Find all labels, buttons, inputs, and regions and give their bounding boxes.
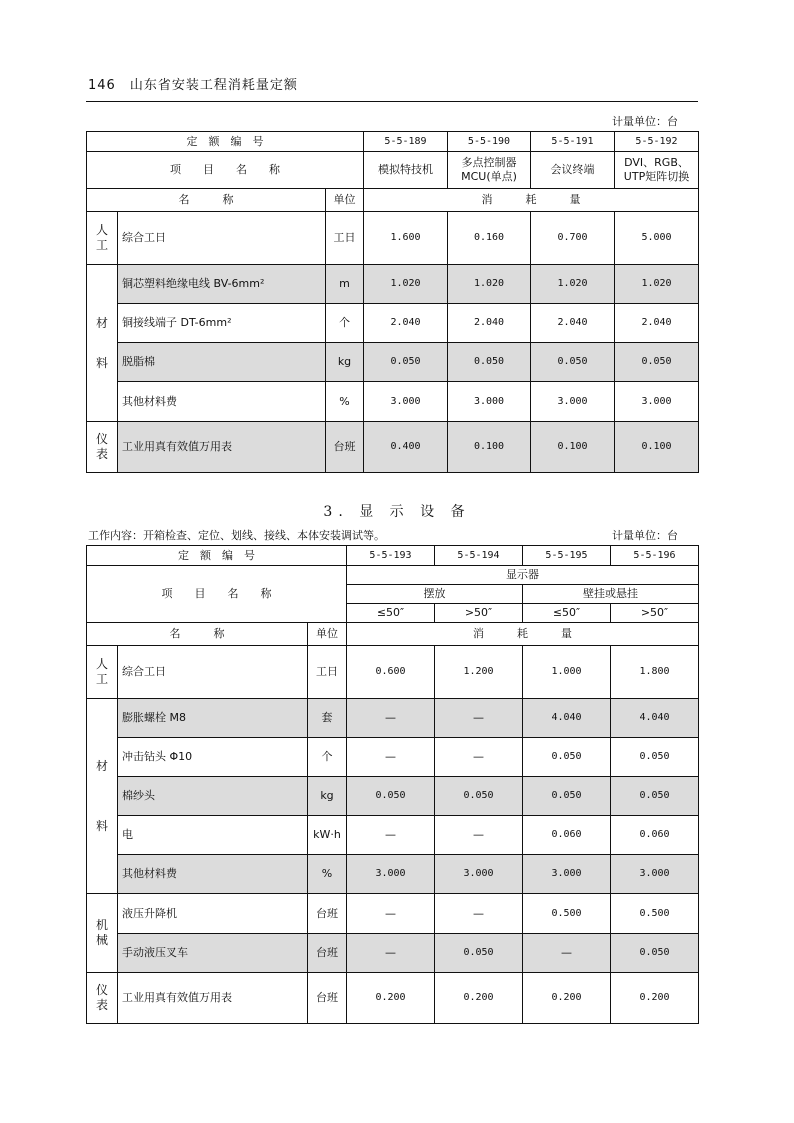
row-value: 0.050	[523, 777, 611, 816]
row-value: 0.200	[435, 973, 523, 1024]
row-value: 0.050	[611, 777, 699, 816]
quota-code: 5-5-189	[364, 132, 448, 152]
item-label: 项 目 名 称	[87, 566, 347, 623]
group-row	[87, 566, 699, 585]
column-header-row	[87, 623, 699, 646]
row-value: 1.600	[364, 212, 448, 265]
size-label: ≤50″	[347, 604, 435, 623]
row-value: —	[347, 738, 435, 777]
row-name: 液压升降机	[118, 894, 308, 934]
row-value: —	[435, 894, 523, 934]
row-unit: 台班	[308, 894, 347, 934]
category-instrument: 仪表	[87, 973, 118, 1024]
quota-code: 5-5-192	[615, 132, 699, 152]
row-unit: kg	[326, 343, 364, 382]
row-name: 膨胀螺栓 M8	[118, 699, 308, 738]
work-content: 工作内容：开箱检查、定位、划线、接线、本体安装调试等。	[88, 529, 385, 542]
row-value: 3.000	[364, 382, 448, 422]
name-label: 名 称	[87, 189, 326, 212]
row-value: 0.050	[435, 934, 523, 973]
row-value: 1.020	[615, 265, 699, 304]
row-name: 其他材料费	[118, 382, 326, 422]
group-label: 显示器	[347, 566, 699, 585]
row-value: 0.050	[615, 343, 699, 382]
row-value: 0.050	[611, 934, 699, 973]
row-value: 5.000	[615, 212, 699, 265]
row-value: 0.050	[611, 738, 699, 777]
row-value: 1.020	[364, 265, 448, 304]
quota-code: 5-5-195	[523, 546, 611, 566]
table-row	[87, 422, 699, 473]
quota-label: 定 额 编 号	[87, 546, 347, 566]
row-unit: %	[326, 382, 364, 422]
sub-label: 摆放	[347, 585, 523, 604]
row-unit: 台班	[308, 973, 347, 1024]
table-row	[87, 973, 699, 1024]
row-value: 0.060	[611, 816, 699, 855]
row-unit: 套	[308, 699, 347, 738]
row-value: 0.050	[347, 777, 435, 816]
row-name: 综合工日	[118, 212, 326, 265]
category-materials: 材料	[87, 699, 118, 894]
item-name: 模拟特技机	[364, 152, 448, 189]
row-value: —	[347, 934, 435, 973]
table-row	[87, 699, 699, 738]
row-value: 2.040	[448, 304, 531, 343]
sub-label: 壁挂或悬挂	[523, 585, 699, 604]
row-value: 0.700	[531, 212, 615, 265]
table-row	[87, 382, 699, 422]
table-row	[87, 934, 699, 973]
consumption-label: 消 耗 量	[347, 623, 699, 646]
quota-label: 定 额 编 号	[87, 132, 364, 152]
row-value: 0.200	[523, 973, 611, 1024]
row-value: 0.200	[347, 973, 435, 1024]
row-unit: 台班	[326, 422, 364, 473]
row-value: 2.040	[615, 304, 699, 343]
item-name: 会议终端	[531, 152, 615, 189]
quota-code: 5-5-196	[611, 546, 699, 566]
row-name: 手动液压叉车	[118, 934, 308, 973]
row-value: —	[435, 738, 523, 777]
row-value: 2.040	[364, 304, 448, 343]
quota-code: 5-5-193	[347, 546, 435, 566]
row-value: 0.050	[364, 343, 448, 382]
item-name-row	[87, 152, 699, 189]
item-name: DVI、RGB、UTP矩阵切换	[615, 152, 699, 189]
row-value: 3.000	[523, 855, 611, 894]
row-value: 0.600	[347, 646, 435, 699]
page-number: 146	[88, 78, 116, 93]
row-name: 冲击钻头 Φ10	[118, 738, 308, 777]
table-row	[87, 894, 699, 934]
row-name: 铜芯塑料绝缘电线 BV-6mm²	[118, 265, 326, 304]
category-instrument: 仪表	[87, 422, 118, 473]
row-name: 其他材料费	[118, 855, 308, 894]
row-value: 4.040	[523, 699, 611, 738]
table-row	[87, 265, 699, 304]
row-value: —	[347, 894, 435, 934]
consumption-label: 消 耗 量	[364, 189, 699, 212]
row-value: 0.400	[364, 422, 448, 473]
quota-code-row	[87, 546, 699, 566]
row-value: —	[435, 816, 523, 855]
row-unit: 工日	[308, 646, 347, 699]
row-value: 0.100	[448, 422, 531, 473]
row-value: —	[347, 699, 435, 738]
row-value: 3.000	[435, 855, 523, 894]
quota-code: 5-5-194	[435, 546, 523, 566]
row-value: 0.050	[531, 343, 615, 382]
section-title: 3. 显 示 设 备	[323, 504, 471, 520]
row-value: 0.060	[523, 816, 611, 855]
row-value: 1.020	[531, 265, 615, 304]
quota-code-row	[87, 132, 699, 152]
book-title: 山东省安装工程消耗量定额	[129, 78, 298, 93]
category-labor: 人工	[87, 646, 118, 699]
row-value: 0.050	[435, 777, 523, 816]
category-machinery: 机械	[87, 894, 118, 973]
row-unit: kW·h	[308, 816, 347, 855]
category-labor: 人工	[87, 212, 118, 265]
table-row	[87, 777, 699, 816]
size-label: ≤50″	[523, 604, 611, 623]
item-label: 项 目 名 称	[87, 152, 364, 189]
row-value: 0.050	[448, 343, 531, 382]
row-value: 0.500	[611, 894, 699, 934]
row-value: 0.050	[523, 738, 611, 777]
item-name: 多点控制器MCU(单点)	[448, 152, 531, 189]
quota-table-1	[86, 131, 699, 473]
row-value: —	[347, 816, 435, 855]
row-value: 3.000	[531, 382, 615, 422]
name-label: 名 称	[87, 623, 308, 646]
quota-code: 5-5-191	[531, 132, 615, 152]
row-name: 综合工日	[118, 646, 308, 699]
row-value: 0.500	[523, 894, 611, 934]
quota-table-2	[86, 545, 699, 1024]
row-name: 脱脂棉	[118, 343, 326, 382]
row-value: 3.000	[615, 382, 699, 422]
size-label: >50″	[435, 604, 523, 623]
table-row	[87, 646, 699, 699]
table-row	[87, 855, 699, 894]
row-value: 3.000	[611, 855, 699, 894]
row-value: 1.000	[523, 646, 611, 699]
table-row	[87, 816, 699, 855]
row-unit: kg	[308, 777, 347, 816]
table-row	[87, 738, 699, 777]
row-value: 1.800	[611, 646, 699, 699]
header-rule	[86, 101, 698, 102]
row-value: 0.100	[531, 422, 615, 473]
quota-code: 5-5-190	[448, 132, 531, 152]
unit-label: 单位	[326, 189, 364, 212]
row-value: 3.000	[347, 855, 435, 894]
row-unit: 工日	[326, 212, 364, 265]
row-value: —	[523, 934, 611, 973]
row-unit: m	[326, 265, 364, 304]
unit-label: 单位	[308, 623, 347, 646]
table1-unit-note: 计量单位：台	[612, 115, 678, 128]
row-unit: 台班	[308, 934, 347, 973]
row-name: 电	[118, 816, 308, 855]
row-value: 2.040	[531, 304, 615, 343]
row-value: 3.000	[448, 382, 531, 422]
row-name: 工业用真有效值万用表	[118, 973, 308, 1024]
row-value: 0.100	[615, 422, 699, 473]
row-value: 4.040	[611, 699, 699, 738]
row-unit: %	[308, 855, 347, 894]
row-unit: 个	[326, 304, 364, 343]
table-row	[87, 304, 699, 343]
row-value: 0.160	[448, 212, 531, 265]
table-row	[87, 343, 699, 382]
row-unit: 个	[308, 738, 347, 777]
page-header	[88, 74, 298, 93]
table-row	[87, 212, 699, 265]
category-materials: 材料	[87, 265, 118, 422]
row-name: 铜接线端子 DT-6mm²	[118, 304, 326, 343]
row-name: 工业用真有效值万用表	[118, 422, 326, 473]
row-value: —	[435, 699, 523, 738]
table2-unit-note: 计量单位：台	[612, 529, 678, 542]
size-label: >50″	[611, 604, 699, 623]
row-value: 0.200	[611, 973, 699, 1024]
row-value: 1.020	[448, 265, 531, 304]
row-value: 1.200	[435, 646, 523, 699]
column-header-row	[87, 189, 699, 212]
row-name: 棉纱头	[118, 777, 308, 816]
